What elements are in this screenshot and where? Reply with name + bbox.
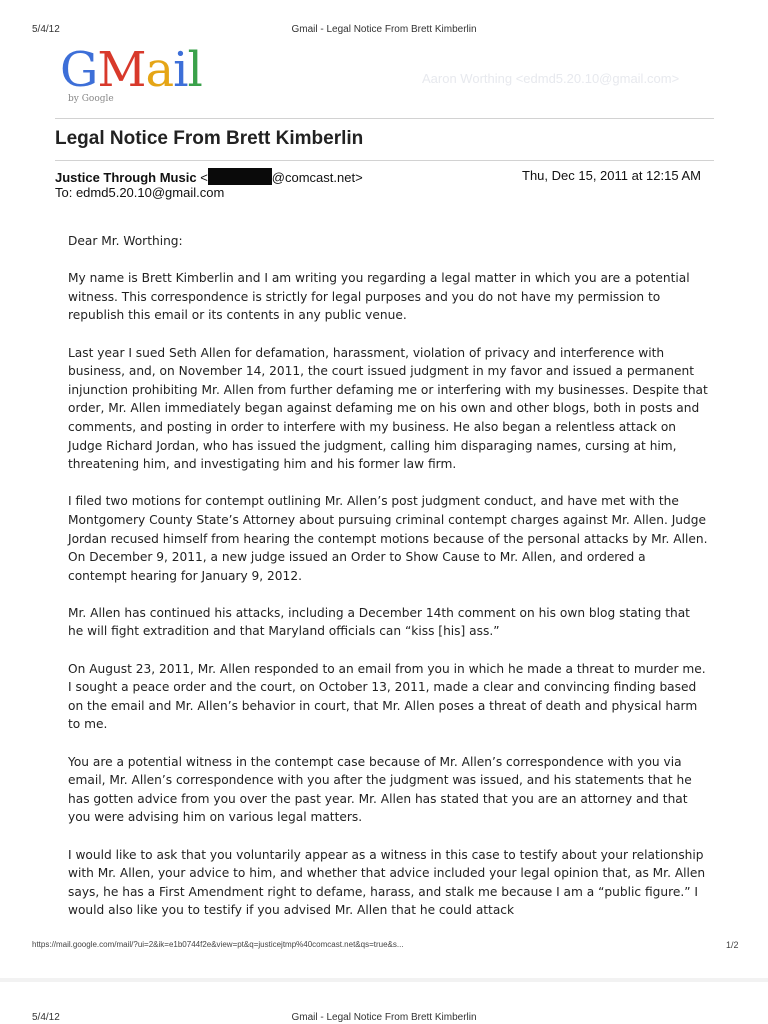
message-subject: Legal Notice From Brett Kimberlin [55,128,364,149]
sender-name: Justice Through Music [55,170,197,185]
logo-letter: G [60,42,98,98]
body-paragraph: Mr. Allen has continued his attacks, including a December 14th comment on his own blog stating that he will fight extradition and that Maryland officials can “kiss [his] ass.” [68,605,690,639]
gmail-wordmark [60,42,202,98]
logo-letter: a [145,42,174,98]
account-email: Aaron Worthing <edmd5.20.10@gmail.com> [422,71,680,86]
body-paragraph: I would like to ask that you voluntarily appear as a witness in this case to testify about your relationship with Mr. Allen, your advice to him, and whether that advice included your legal opinion that, as Mr. Allen says, he has a First Amendment right to defame, harass, and stalk me because I am a “public figure.” I would also like you to testify if you advised Mr. Allen that he could attack [68,847,706,918]
recipient-line: To: edmd5.20.10@gmail.com [55,185,225,200]
logo-letter: M [97,42,146,98]
print-page-title-page2: Gmail - Legal Notice From Brett Kimberlin [291,1012,477,1023]
logo-byline: by Google [68,94,114,104]
body-paragraph: On August 23, 2011, Mr. Allen responded to an email from you in which he made a threat to murder me. I sought a peace order and the court, on October 13, 2011, made a clear and convincing finding based on the email and Mr. Allen’s behavior in court, that Mr. Allen poses a threat of death and physical harm to me. [68,661,706,732]
logo-letter: l [187,42,202,98]
message-date: Thu, Dec 15, 2011 at 12:15 AM [522,168,701,183]
body-paragraph: I filed two motions for contempt outlining Mr. Allen’s post judgment conduct, and have met with the Montgomery County State’s Attorney about pursuing criminal contempt charges against Mr. Allen. Judge Jordan recused himself from hearing the contempt motions because of the personal attacks by Mr. Allen. On December 9, 2011, a new judge issued an Order to Show Cause to Mr. Allen, and ordered a contempt hearing for January 9, 2012. [68,494,708,583]
gmail-logo[interactable] [60,42,202,110]
body-paragraph: My name is Brett Kimberlin and I am writing you regarding a legal matter in which you are a potential witness. This correspondence is strictly for legal purposes and you do not have my permission to republish this email or its contents in any public venue. [68,271,690,323]
sender-line [55,168,363,185]
logo-letter: i [173,42,188,98]
body-paragraph: You are a potential witness in the contempt case because of Mr. Allen’s correspondence with you via email, Mr. Allen’s correspondence with you after the judgment was issued, and his statements that he has gotten advice from you over the past year. Mr. Allen has stated that you are an attorney and that you were advising him on various legal matters. [68,754,692,825]
message-body [68,232,708,939]
sender-domain: @comcast.net> [271,170,363,185]
redaction-bar [208,168,272,185]
print-date-page2: 5/4/12 [32,1012,60,1023]
print-footer-url: https://mail.google.com/mail/?ui=2&ik=e1b0744f2e&view=pt&q=justicejtmp%40comcast.net&qs=true&s... [32,940,404,949]
page-number: 1/2 [726,940,739,950]
print-date: 5/4/12 [32,24,60,35]
print-page-title: Gmail - Legal Notice From Brett Kimberlin [291,24,477,35]
sender-bracket: < [200,170,208,185]
greeting: Dear Mr. Worthing: [68,234,183,248]
body-paragraph: Last year I sued Seth Allen for defamation, harassment, violation of privacy and interference with business, and, on November 14, 2011, the court issued judgment in my favor and issued a permanent injunction prohibiting Mr. Allen from further defaming me or interfering with my businesses. Despite that order, Mr. Allen immediately began against defaming me on his own and other blogs, both in posts and comments, and posting in order to interfere with my business. He also began a relentless attack on Judge Richard Jordan, who has issued the judgment, calling him disparaging names, cursing at him, threatening him, and investigating him and his former law firm. [68,345,708,472]
header-divider [55,118,714,119]
subject-divider [55,160,714,161]
page-break [0,978,768,982]
